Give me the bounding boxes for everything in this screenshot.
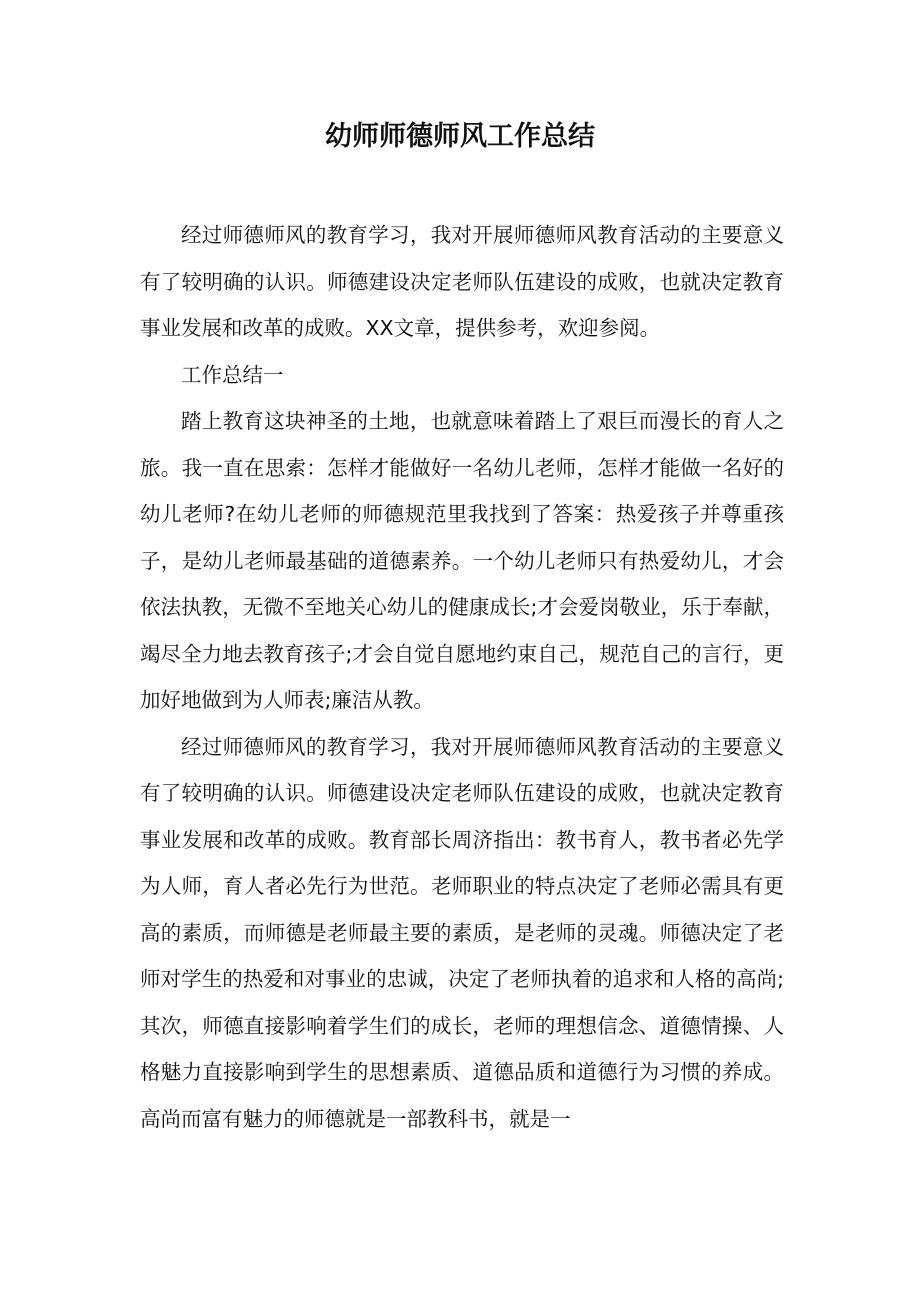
paragraph-2: 踏上教育这块神圣的土地，也就意味着踏上了艰巨而漫长的育人之旅。我一直在思索：怎样才能做好一名幼儿老师，怎样才能做一名好的幼儿老师?在幼儿老师的师德规范里我找到了答案：热爱孩子并尊重孩子，是幼儿老师最基础的道德素养。一个幼儿老师只有热爱幼儿，才会依法执教，无微不至地关心幼儿的健康成长;才会爱岗敬业，乐于奉献，竭尽全力地去教育孩子;才会自觉自愿地约束自己，规范自己的言行，更加好地做到为人师表;廉洁从教。: [140, 409, 784, 712]
paragraph-3: 经过师德师风的教育学习，我对开展师德师风教育活动的主要意义有了较明确的认识。师德建设决定老师队伍建设的成败，也就决定教育事业发展和改革的成败。教育部长周济指出：教书育人，教书者必先学为人师，育人者必先行为世范。老师职业的特点决定了老师必需具有更高的素质，而师德是老师最主要的素质，是老师的灵魂。师德决定了老师对学生的热爱和对事业的忠诚，决定了老师执着的追求和人格的高尚;其次，师德直接影响着学生们的成长，老师的理想信念、道德情操、人格魅力直接影响到学生的思想素质、道德品质和道德行为习惯的养成。高尚而富有魅力的师德就是一部教科书，就是一: [140, 734, 784, 1131]
paragraph-intro: 经过师德师风的教育学习，我对开展师德师风教育活动的主要意义有了较明确的认识。师德建设决定老师队伍建设的成败，也就决定教育事业发展和改革的成败。XX文章，提供参考，欢迎参阅。: [140, 223, 784, 340]
section-heading: 工作总结一: [181, 362, 284, 387]
document-title: 幼师师德师风工作总结: [325, 121, 595, 152]
document-body: [140, 212, 784, 1142]
